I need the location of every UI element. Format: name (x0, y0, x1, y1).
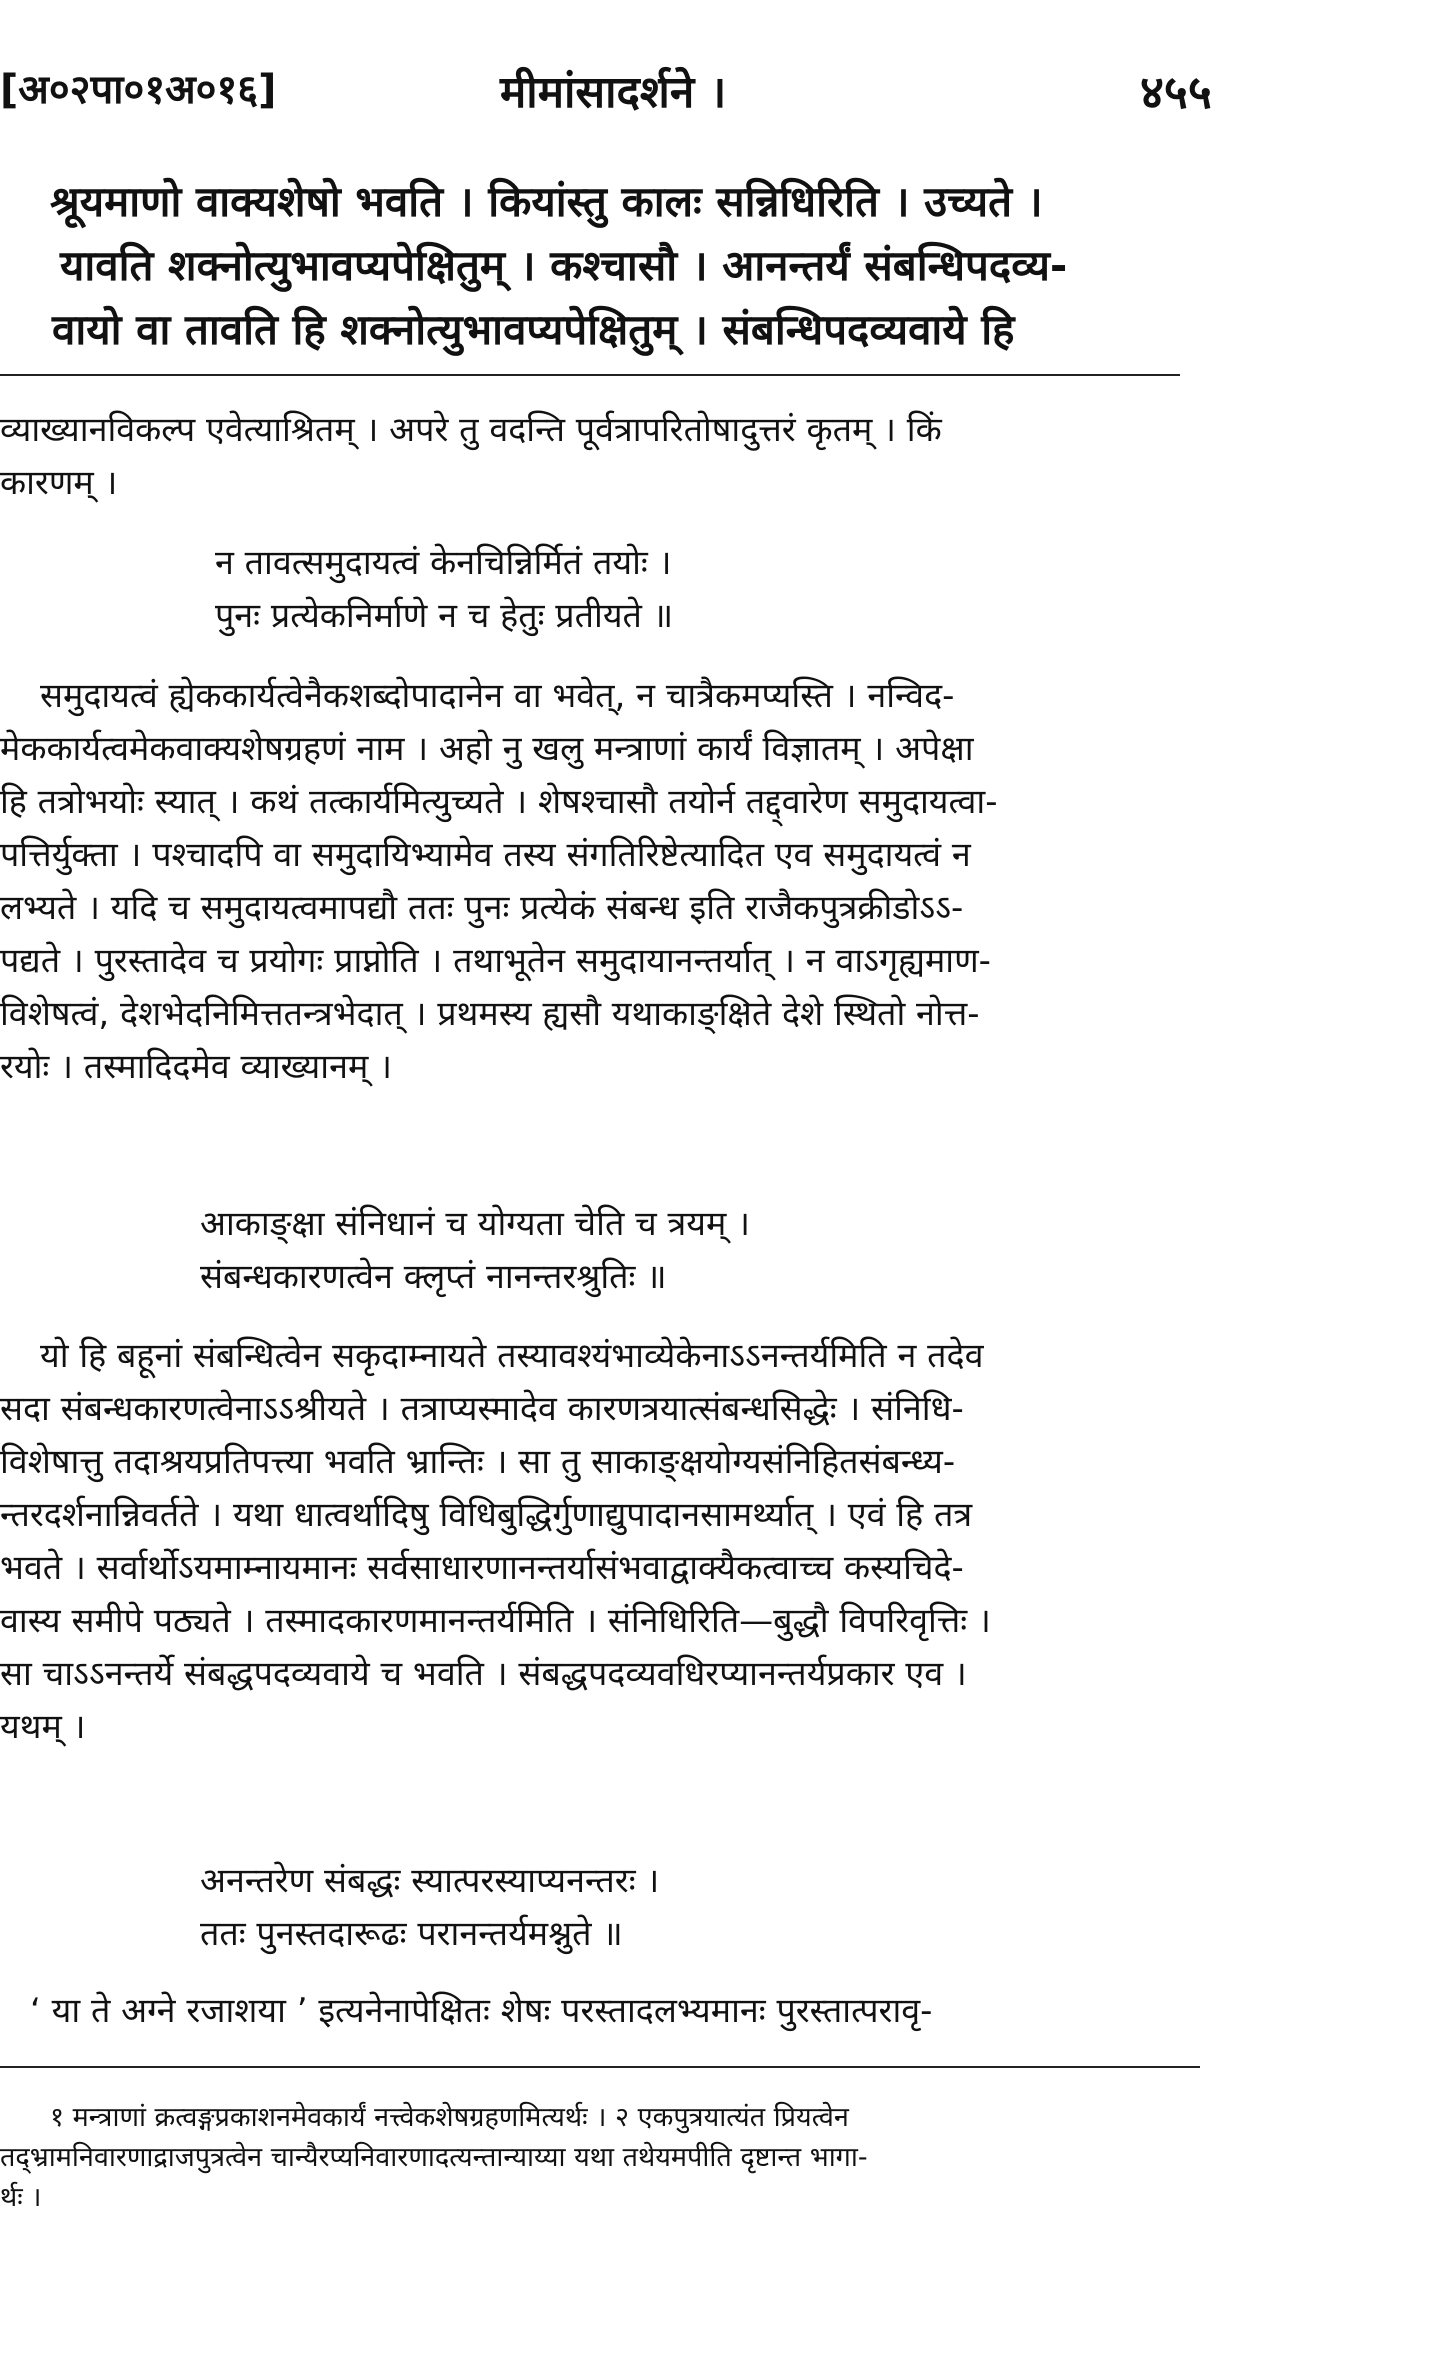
verse-line: आकाङ्क्षा संनिधानं च योग्यता चेति च त्रयम् । (200, 1204, 751, 1244)
footnote-line: तद्भ्रामनिवारणाद्राजपुत्रत्वेन चान्यैरप्यनिवारणादत्यन्तान्याय्या यथा तथेयमपीति दृष्टान्त भागा- (0, 2142, 868, 2173)
chapter-reference: [अ०२पा०१अ०१६] (0, 67, 277, 113)
commentary-line: पत्तिर्युक्ता । पश्चादपि वा समुदायिभ्यामेव तस्य संगतिरिष्टेत्यादित एव समुदायत्वं न (0, 835, 971, 875)
commentary-line: विशेषत्वं, देशभेदनिमित्ततन्त्रभेदात् । प्रथमस्य ह्यसौ यथाकाङ्क्षिते देशे स्थितो नोत्त- (0, 994, 980, 1034)
sutra-text-block (50, 170, 1067, 362)
commentary-paragraph-3 (0, 1330, 991, 1754)
commentary-paragraph-1 (0, 404, 942, 510)
commentary-line: व्याख्यानविकल्प एवेत्याश्रितम् । अपरे तु वदन्ति पूर्वत्रापरितोषादुत्तरं कृतम् । किं (0, 410, 942, 450)
footnote-line: र्थः । (0, 2182, 42, 2213)
page-header (0, 60, 1448, 140)
commentary-line: पद्यते । पुरस्तादेव च प्रयोगः प्राप्नोति । तथाभूतेन समुदायानन्तर्यात् । न वाऽगृह्यमाण- (0, 941, 991, 981)
commentary-line: यथम् । (0, 1707, 86, 1747)
verse-line: न तावत्समुदायत्वं केनचिन्निर्मितं तयोः । (215, 543, 672, 583)
sutra-line: यावति शक्नोत्युभावप्यपेक्षितुम् । कश्चासौ । आनन्तर्यं संबन्धिपदव्य- (60, 241, 1068, 290)
commentary-line: रयोः । तस्मादिदमेव व्याख्यानम् । (0, 1047, 392, 1087)
verse-1 (215, 537, 673, 643)
verse-3 (200, 1855, 659, 1961)
commentary-paragraph-2 (0, 670, 998, 1094)
commentary-line: कारणम् । (0, 463, 118, 503)
sutra-line: वायो वा तावति हि शक्नोत्युभावप्यपेक्षितुम् । संबन्धिपदव्यवाये हि (52, 305, 1015, 354)
sutra-line: श्रूयमाणो वाक्यशेषो भवति । कियांस्तु कालः सन्निधिरिति । उच्यते । (50, 177, 1043, 226)
footnote-separator-rule (0, 2066, 1200, 2068)
commentary-line: न्तरदर्शनान्निवर्तते । यथा धात्वर्थादिषु विधिबुद्धिर्गुणाद्युपादानसामर्थ्यात् । एवं हि तत्र (0, 1495, 973, 1535)
commentary-paragraph-4 (0, 1985, 932, 2038)
running-title: मीमांसादर्शने । (500, 67, 727, 118)
verse-line: पुनः प्रत्येकनिर्माणे न च हेतुः प्रतीयते ॥ (215, 596, 674, 636)
verse-2 (200, 1198, 750, 1304)
sutra-separator-rule (0, 374, 1180, 376)
commentary-line: भवते । सर्वार्थोऽयमाम्नायमानः सर्वसाधारणानन्तर्यासंभवाद्वाक्यैकत्वाच्च कस्यचिदे- (0, 1548, 964, 1588)
commentary-line: समुदायत्वं ह्येककार्यत्वेनैकशब्दोपादानेन वा भवेत्, न चात्रैकमप्यस्ति । नन्विद- (40, 676, 955, 716)
commentary-line: ‘ या ते अग्ने रजाशया ’ इत्यनेनापेक्षितः शेषः परस्तादलभ्यमानः पुरस्तात्परावृ- (30, 1991, 933, 2031)
verse-line: अनन्तरेण संबद्धः स्यात्परस्याप्यनन्तरः । (200, 1861, 660, 1901)
verse-line: संबन्धकारणत्वेन क्लृप्तं नानन्तरश्रुतिः ॥ (200, 1257, 667, 1297)
footnote-line: १ मन्त्राणां क्रत्वङ्गप्रकाशनमेवकार्यं नत्त्वेकशेषग्रहणमित्यर्थः । २ एकपुत्रयात्यंत प्रियत्वेन (50, 2102, 849, 2133)
commentary-line: विशेषात्तु तदाश्रयप्रतिपत्त्या भवति भ्रान्तिः । सा तु साकाङ्क्षयोग्यसंनिहितसंबन्ध्य- (0, 1442, 956, 1482)
verse-line: ततः पुनस्तदारूढः परानन्तर्यमश्नुते ॥ (200, 1914, 623, 1954)
commentary-line: लभ्यते । यदि च समुदायत्वमापद्यौ ततः पुनः प्रत्येकं संबन्ध इति राजैकपुत्रक्रीडोऽऽ- (0, 888, 964, 928)
commentary-line: यो हि बहूनां संबन्धित्वेन सकृदाम्नायते तस्यावश्यंभाव्येकेनाऽऽनन्तर्यमिति न तदेव (40, 1336, 984, 1376)
commentary-line: मेककार्यत्वमेकवाक्यशेषग्रहणं नाम । अहो नु खलु मन्त्राणां कार्यं विज्ञातम् । अपेक्षा (0, 729, 974, 769)
commentary-line: सा चाऽऽनन्तर्ये संबद्धपदव्यवाये च भवति । संबद्धपदव्यवधिरप्यानन्तर्यप्रकार एव । (0, 1654, 967, 1694)
commentary-line: हि तत्रोभयोः स्यात् । कथं तत्कार्यमित्युच्यते । शेषश्चासौ तयोर्न तद्द्वारेण समुदायत्वा- (0, 782, 998, 822)
footnotes (0, 2098, 868, 2218)
page-number: ४५५ (1140, 65, 1212, 119)
commentary-line: सदा संबन्धकारणत्वेनाऽऽश्रीयते । तत्राप्यस्मादेव कारणत्रयात्संबन्धसिद्धेः । संनिधि- (0, 1389, 964, 1429)
commentary-line: वास्य समीपे पठ्यते । तस्मादकारणमानन्तर्यमिति । संनिधिरिति—बुद्धौ विपरिवृत्तिः । (0, 1601, 991, 1641)
